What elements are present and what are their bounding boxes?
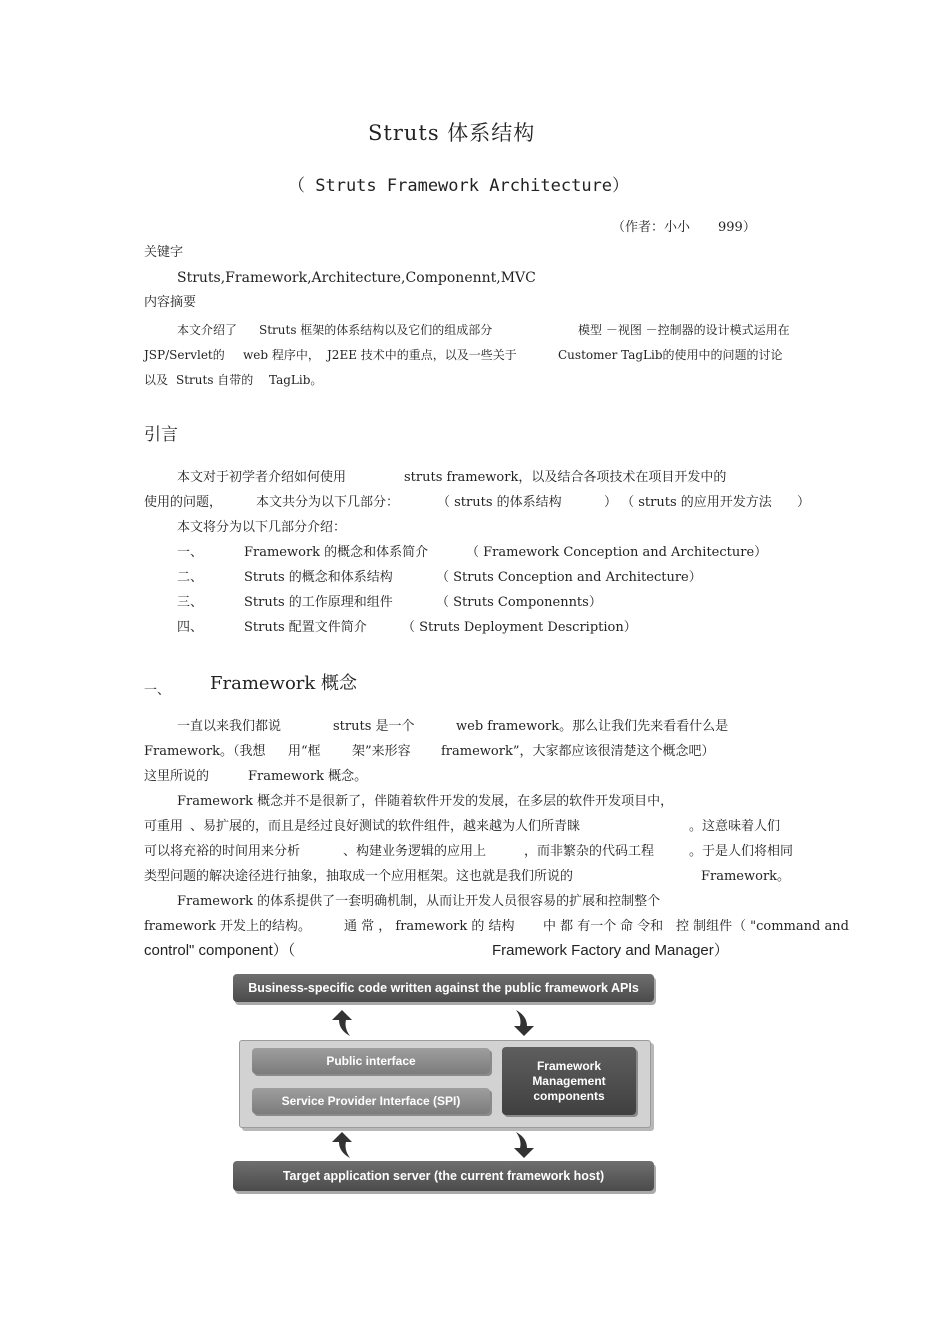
section-heading: Framework 概念 [210, 673, 358, 694]
toc-item-en: （ Framework Conception and Architecture） [466, 545, 768, 560]
body-text: Framework 概念。 [248, 769, 368, 784]
toc-number: 四、 [177, 620, 204, 635]
body-text: framework”，大家都应该很清楚这个概念吧） [441, 744, 715, 759]
body-text: web framework。那么让我们先来看看什么是 [456, 719, 729, 734]
body-text: 命 令和 [620, 919, 664, 934]
body-text: 、易扩展的，而且是经过良好测试的软件组件，越来越为人们所青睐 [190, 819, 581, 834]
intro-line: struts framework，以及结合各项技术在项目开发中的 [404, 470, 727, 485]
toc-number: 二、 [177, 570, 204, 585]
arrow-down-right-icon [508, 1008, 536, 1038]
intro-line: ） [797, 495, 811, 510]
body-text: 用“框 [288, 744, 321, 759]
body-text: 类型问题的解决途径进行抽象，抽取成一个应用框架。这也就是我们所说的 [144, 869, 574, 884]
body-text: 、构建业务逻辑的应用上 [343, 844, 487, 859]
toc-number: 三、 [177, 595, 204, 610]
intro-line: （ struts 的体系结构 [437, 495, 562, 510]
abstract-text: TagLib。 [269, 373, 323, 387]
body-text: Framework 的体系提供了一套明确机制，从而让开发人员很容易的扩展和控制整个 [177, 894, 661, 909]
arrow-up-left-icon [330, 1008, 358, 1038]
body-text: Framework Factory and Manager） [492, 942, 729, 959]
intro-line: 使用的问题， [144, 495, 223, 510]
toc-item-en: （ Struts Componennts） [436, 595, 602, 610]
toc-number: 一、 [177, 545, 204, 560]
body-text: control" component）（ [144, 942, 296, 959]
framework-panel [239, 1040, 651, 1128]
author-value: 999） [718, 220, 756, 235]
spi-box: Service Provider Interface (SPI) [252, 1088, 490, 1114]
keywords-text: Struts,Framework,Architecture,Componennt,MVC [177, 270, 536, 286]
abstract-text: 以及 [144, 373, 169, 387]
abstract-text: Struts 框架的体系结构以及它们的组成部分 [259, 323, 493, 337]
abstract-text: J2EE 技术中的重点，以及一些关于 [327, 348, 517, 362]
body-text: Framework 概念并不是很新了，伴随着软件开发的发展，在多层的软件开发项目中， [177, 794, 674, 809]
arrow-down-right-icon [508, 1130, 536, 1160]
section-number: 一、 [144, 683, 171, 698]
business-code-bar: Business-specific code written against the public framework APIs [233, 974, 654, 1002]
body-text: ，而非繁杂的代码工程 [524, 844, 655, 859]
body-text: 这里所说的 [144, 769, 210, 784]
intro-line: ） （ struts 的应用开发方法 [604, 495, 772, 510]
abstract-text: Customer TagLib的使用中的问题的讨论 [558, 348, 783, 362]
intro-heading: 引言 [144, 425, 178, 445]
keywords-label: 关键字 [144, 245, 184, 260]
body-text: 可重用 [144, 819, 184, 834]
abstract-text: 模型 －视图 －控制器的设计模式运用在 [578, 323, 790, 337]
body-text: Framework。（我想 [144, 744, 266, 759]
body-text: struts 是一个 [333, 719, 415, 734]
page-title: Struts 体系结构 [368, 121, 536, 145]
toc-item-cn: Struts 的工作原理和组件 [244, 595, 393, 610]
page-subtitle: （ Struts Framework Architecture） [288, 176, 630, 196]
toc-item-en: （ Struts Conception and Architecture） [436, 570, 702, 585]
body-text: framework 开发上的结构。 [144, 919, 311, 934]
author-label: （作者：小小 [612, 220, 691, 235]
abstract-text: JSP/Servlet的 [144, 348, 225, 362]
body-text: （ "command and [733, 919, 849, 934]
intro-line: 本文将分为以下几部分介绍： [177, 520, 347, 535]
toc-item-en: （ Struts Deployment Description） [402, 620, 637, 635]
management-label: Management [532, 1073, 606, 1088]
body-text: 。于是人们将相同 [689, 844, 794, 859]
body-text: 一直以来我们都说 [177, 719, 282, 734]
toc-item-cn: Framework 的概念和体系简介 [244, 545, 429, 560]
target-server-bar: Target application server (the current framework host) [233, 1161, 654, 1191]
abstract-label: 内容摘要 [144, 295, 197, 310]
management-label: components [533, 1088, 605, 1103]
abstract-text: web 程序中， [243, 348, 320, 362]
body-text: 架”来形容 [352, 744, 411, 759]
body-text: 可以将充裕的时间用来分析 [144, 844, 301, 859]
abstract-text: Struts 自带的 [176, 373, 254, 387]
body-text: 。这意味着人们 [689, 819, 781, 834]
arrow-up-left-icon [330, 1130, 358, 1160]
body-text: Framework。 [701, 869, 791, 884]
abstract-text: 本文介绍了 [177, 323, 238, 337]
body-text: 中 都 有一个 [543, 919, 617, 934]
management-label: Framework [536, 1058, 601, 1073]
intro-line: 本文对于初学者介绍如何使用 [177, 470, 347, 485]
body-text: 通 常 ， framework 的 结构 [344, 919, 515, 934]
public-interface-box: Public interface [252, 1048, 490, 1074]
body-text: 控 制组件 [676, 919, 733, 934]
framework-management-box [502, 1047, 636, 1115]
toc-item-cn: Struts 配置文件简介 [244, 620, 367, 635]
toc-item-cn: Struts 的概念和体系结构 [244, 570, 393, 585]
intro-line: 本文共分为以下几部分： [256, 495, 400, 510]
